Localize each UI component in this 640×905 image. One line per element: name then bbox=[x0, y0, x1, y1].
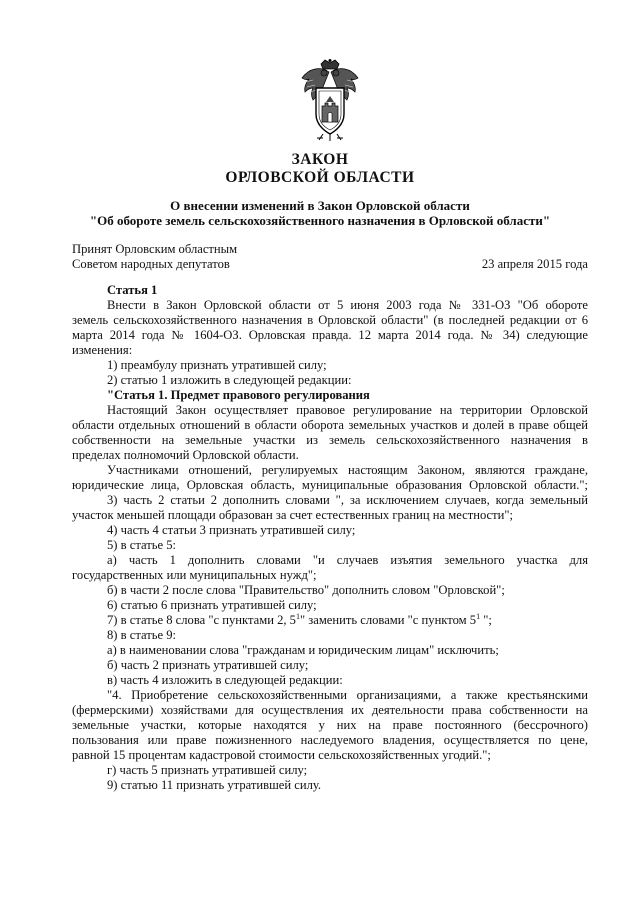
text-line: Настоящий Закон осуществляет правовое регулирование на территории Орловской bbox=[107, 403, 588, 417]
text-line: 1) преамбулу признать утратившей силу; bbox=[107, 358, 327, 372]
text-line: б) часть 2 признать утратившей силу; bbox=[107, 658, 309, 672]
text-line: 6) статью 6 признать утратившей силу; bbox=[107, 598, 317, 612]
subtitle-line-2: "Об обороте земель сельскохозяйственного назначения в Орловской области" bbox=[89, 213, 551, 228]
text-line: земельные участки, которые находятся у них на праве постоянного (бессрочного) bbox=[72, 718, 588, 732]
text-line: области отдельных отношений в области оборота земельных участков и долей в праве общей bbox=[72, 418, 588, 432]
adopted-line-1: Принят Орловским областным bbox=[72, 242, 238, 256]
text-line: 2) статью 1 изложить в следующей редакции: bbox=[107, 373, 352, 387]
text-line: государственных или муниципальных нужд"; bbox=[72, 568, 317, 582]
text-fragment: 7) в статье 8 слова "с пунктами 2, 5 bbox=[107, 613, 296, 627]
text-line: пределах полномочий Орловской области. bbox=[72, 448, 299, 462]
text-line: б) в части 2 после слова "Правительство" дополнить словом "Орловской"; bbox=[107, 583, 505, 597]
text-line: 4) часть 4 статьи 3 признать утратившей силу; bbox=[107, 523, 356, 537]
text-line: 9) статью 11 признать утратившей силу. bbox=[107, 778, 322, 792]
region-title: ОРЛОВСКОЙ ОБЛАСТИ bbox=[225, 169, 415, 186]
text-line: г) часть 5 признать утратившей силу; bbox=[107, 763, 308, 777]
text-fragment: " заменить словами "с пунктом 5 bbox=[299, 613, 477, 627]
subtitle-line-1: О внесении изменений в Закон Орловской области bbox=[170, 198, 470, 213]
text-line: собственности на земельные участки из земель сельскохозяйственного назначения в bbox=[72, 433, 588, 447]
text-line: 5) в статье 5: bbox=[107, 538, 177, 552]
text-line: пользования или праве пожизненного наследуемого владения, осуществляется по цене, bbox=[72, 733, 588, 747]
text-line: марта 2014 года № 1604-ОЗ. Орловская правда. 12 марта 2014 года. № 34) следующие bbox=[72, 328, 588, 342]
text-line: земель сельскохозяйственного назначения в Орловской области" (в последней редакции от 6 bbox=[72, 313, 588, 327]
text-line: изменения: bbox=[72, 343, 133, 357]
text-line: Участниками отношений, регулируемых настоящим Законом, являются граждане, bbox=[107, 463, 588, 477]
text-line-with-superscript bbox=[107, 613, 587, 628]
superscript: 1 bbox=[476, 611, 481, 621]
article-1-heading: "Статья 1. Предмет правового регулирования bbox=[107, 388, 370, 402]
superscript: 1 bbox=[295, 611, 300, 621]
adoption-date: 23 апреля 2015 года bbox=[481, 257, 588, 271]
text-line: участок меньшей площади образован за счет естественных границ на местности"; bbox=[72, 508, 514, 522]
text-line: (фермерскими) хозяйствами для осуществления их деятельности права собственности на bbox=[72, 703, 588, 717]
text-line: в) часть 4 изложить в следующей редакции: bbox=[107, 673, 343, 687]
coat-of-arms-icon bbox=[299, 58, 361, 142]
article-heading: Статья 1 bbox=[107, 283, 158, 297]
adopted-line-2: Советом народных депутатов bbox=[72, 257, 230, 271]
text-line: "4. Приобретение сельскохозяйственными организациями, а также крестьянскими bbox=[107, 688, 588, 702]
text-line: а) часть 1 дополнить словами "и случаев изъятия земельного участка для bbox=[107, 553, 588, 567]
text-line: равной 15 процентам кадастровой стоимости сельскохозяйственных угодий."; bbox=[72, 748, 491, 762]
text-line: 8) в статье 9: bbox=[107, 628, 177, 642]
text-fragment: "; bbox=[480, 613, 492, 627]
law-title: ЗАКОН bbox=[291, 151, 349, 168]
text-line: а) в наименовании слова "гражданам и юридическим лицам" исключить; bbox=[107, 643, 499, 657]
text-line: юридические лица, Орловская область, муниципальные образования Орловской области."; bbox=[72, 478, 588, 492]
text-line: Внести в Закон Орловской области от 5 июня 2003 года № 331-ОЗ "Об обороте bbox=[107, 298, 588, 312]
text-line: 3) часть 2 статьи 2 дополнить словами ", за исключением случаев, когда земельный bbox=[107, 493, 588, 507]
